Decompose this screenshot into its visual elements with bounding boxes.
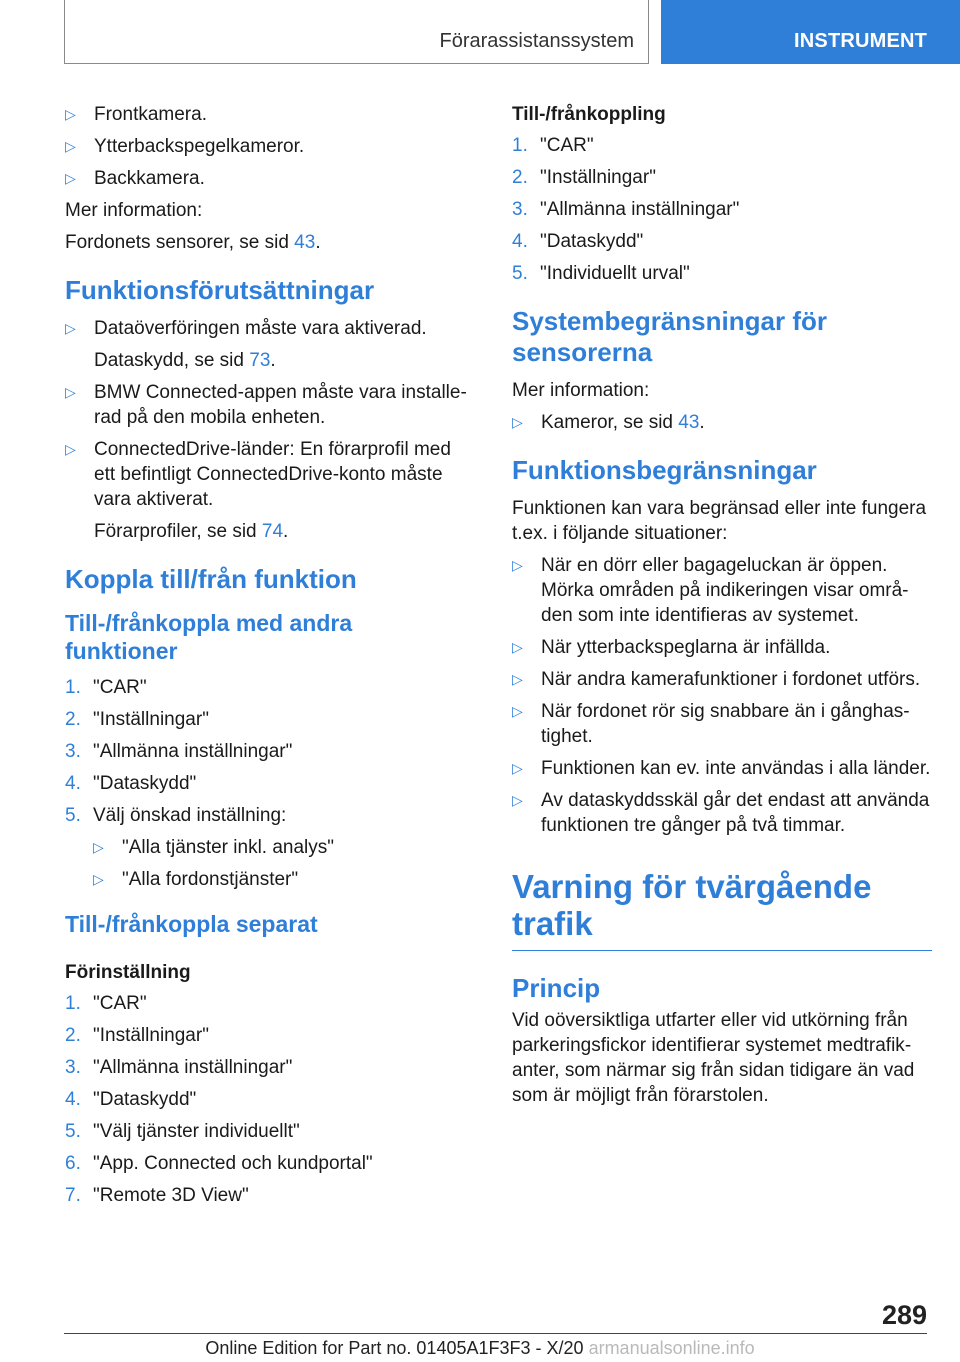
- step-number: 3.: [65, 1057, 81, 1078]
- step-item: 2. "Inställningar": [512, 167, 656, 188]
- bullet-triangle-icon: ▷: [93, 839, 104, 855]
- step-number: 3.: [65, 741, 81, 762]
- bullet-triangle-icon: ▷: [512, 557, 523, 573]
- step-item: 7. "Remote 3D View": [65, 1185, 249, 1206]
- step-number: 5.: [512, 263, 528, 284]
- heading-on-off: Till-/frånkoppling: [512, 104, 666, 125]
- step-item: 4. "Dataskydd": [512, 231, 644, 252]
- limits-intro: Funktionen kan vara begränsad eller inte fungera t.ex. i följande situationer:: [512, 498, 927, 544]
- list-item: ▷ Av dataskyddsskäl går det endast att använda funktionen tre gånger på två timmar.: [512, 790, 930, 836]
- list-item: ▷ Frontkamera.: [65, 104, 207, 125]
- chapter-tab: [661, 0, 960, 64]
- page-link[interactable]: 74: [261, 521, 284, 542]
- step-item: 4. "Dataskydd": [65, 773, 197, 794]
- list-item: ▷ Backkamera.: [65, 168, 205, 189]
- step-item: 5. Välj önskad inställning:: [65, 805, 287, 826]
- heading-with-other-functions: Till-/frånkoppla med andra funktioner: [65, 610, 353, 664]
- heading-function-limits: Funktionsbegränsningar: [512, 455, 817, 485]
- step-number: 7.: [65, 1185, 81, 1206]
- step-item: 6. "App. Connected och kundportal": [65, 1153, 373, 1174]
- bullet-triangle-icon: ▷: [65, 384, 76, 400]
- right-column: [512, 102, 932, 1115]
- bullet-triangle-icon: ▷: [512, 671, 523, 687]
- bullet-triangle-icon: ▷: [512, 639, 523, 655]
- bullet-triangle-icon: ▷: [512, 792, 523, 808]
- step-item: 5. "Individuellt urval": [512, 263, 690, 284]
- page-number: 289: [881, 1300, 927, 1330]
- chapter-title: INSTRUMENT: [794, 30, 928, 52]
- step-number: 1.: [65, 993, 81, 1014]
- footer: [0, 1338, 960, 1359]
- step-item: 3. "Allmänna inställningar": [512, 199, 740, 220]
- step-number: 4.: [512, 231, 528, 252]
- step-item: 2. "Inställningar": [65, 1025, 209, 1046]
- bullet-triangle-icon: ▷: [512, 414, 523, 430]
- step-number: 2.: [65, 1025, 81, 1046]
- page-link[interactable]: 73: [249, 350, 271, 371]
- step-number: 5.: [65, 805, 81, 826]
- bullet-triangle-icon: ▷: [65, 106, 76, 122]
- heading-principle: Princip: [512, 973, 601, 1003]
- list-item: ▷ "Alla fordonstjänster": [93, 869, 299, 890]
- heading-cross-traffic: Varning för tvärgående trafik: [512, 868, 872, 942]
- step-number: 2.: [512, 167, 528, 188]
- step-item: 1. "CAR": [512, 135, 594, 156]
- step-number: 5.: [65, 1121, 81, 1142]
- heading-presetting: Förinställning: [65, 962, 191, 983]
- heading-separate: Till-/frånkoppla separat: [65, 911, 318, 937]
- footer-rule: [64, 1333, 927, 1334]
- bullet-triangle-icon: ▷: [65, 138, 76, 154]
- watermark: armanualsonline.info: [588, 1338, 755, 1358]
- step-item: 3. "Allmänna inställningar": [65, 741, 293, 762]
- step-number: 6.: [65, 1153, 81, 1174]
- section-header: [64, 0, 649, 64]
- principle-text: Vid oöversiktliga utfarter eller vid utkörning från parkeringsfickor identifierar systemet medtrafikanter, som närmar sig från sidan tidigare än vad som är möjligt från förarstolen.: [512, 1010, 915, 1106]
- list-item: ▷ När andra kamerafunktioner i fordonet utförs.: [512, 669, 921, 690]
- list-item: ▷ När fordonet rör sig snabbare än i gånghastighet.: [512, 701, 910, 747]
- step-number: 2.: [65, 709, 81, 730]
- list-item: ▷ Funktionen kan ev. inte användas i alla länder.: [512, 758, 931, 779]
- more-info-label: Mer information:: [512, 380, 650, 401]
- cross-reference: Förarprofiler, se sid 74.: [94, 521, 289, 542]
- step-number: 3.: [512, 199, 528, 220]
- step-number: 1.: [512, 135, 528, 156]
- cross-reference: Dataskydd, se sid 73.: [94, 350, 276, 371]
- more-info-label: Mer information:: [65, 200, 203, 221]
- sensors-reference: Fordonets sensorer, se sid 43.: [65, 232, 321, 253]
- step-item: 1. "CAR": [65, 993, 147, 1014]
- heading-rule: [512, 950, 932, 951]
- bullet-triangle-icon: ▷: [65, 320, 76, 336]
- bullet-triangle-icon: ▷: [512, 703, 523, 719]
- step-item: 2. "Inställningar": [65, 709, 209, 730]
- step-number: 4.: [65, 773, 81, 794]
- page-link[interactable]: 43: [294, 232, 316, 253]
- bullet-triangle-icon: ▷: [65, 170, 76, 186]
- list-item: ▷ Kameror, se sid 43.: [512, 412, 705, 433]
- list-item: ▷ Ytterbackspegelkameror.: [65, 136, 305, 157]
- heading-requirements: Funktionsförutsättningar: [65, 275, 375, 305]
- list-item: ▷ Dataöverföringen måste vara aktiverad. Dataskydd, se sid 73.: [65, 316, 470, 373]
- step-number: 1.: [65, 677, 81, 698]
- bullet-triangle-icon: ▷: [65, 441, 76, 457]
- bullet-triangle-icon: ▷: [93, 871, 104, 887]
- step-item: 5. "Välj tjänster individuellt": [65, 1121, 300, 1142]
- edition-text: Online Edition for Part no. 01405A1F3F3 - X/20: [205, 1338, 584, 1358]
- list-item: ▷ När ytterbackspeglarna är infällda.: [512, 637, 831, 658]
- section-title: Förarassistanssystem: [439, 30, 634, 52]
- left-column: [65, 102, 470, 1215]
- step-item: 1. "CAR": [65, 677, 147, 698]
- bullet-triangle-icon: ▷: [512, 760, 523, 776]
- list-item: ▷ ConnectedDrive-länder: En förarprofil med ett befintligt ConnectedDrive-konto måste vara aktiverat. Förarprofiler, se sid 74.: [65, 437, 470, 544]
- step-item: 3. "Allmänna inställningar": [65, 1057, 293, 1078]
- list-item: ▷ BMW Connected-appen måste vara installerad på den mobila enheten.: [65, 382, 467, 428]
- list-item: ▷ "Alla tjänster inkl. analys": [93, 837, 335, 858]
- list-item: ▷ När en dörr eller bagageluckan är öppen. Mörka områden på indikeringen visar områden som inte identifieras av systemet.: [512, 555, 909, 626]
- heading-toggle-function: Koppla till/från funktion: [65, 564, 357, 594]
- heading-sensor-limits: Systembegränsningar för sensorerna: [512, 306, 827, 367]
- page-link[interactable]: 43: [678, 412, 700, 433]
- step-item: 4. "Dataskydd": [65, 1089, 197, 1110]
- step-number: 4.: [65, 1089, 81, 1110]
